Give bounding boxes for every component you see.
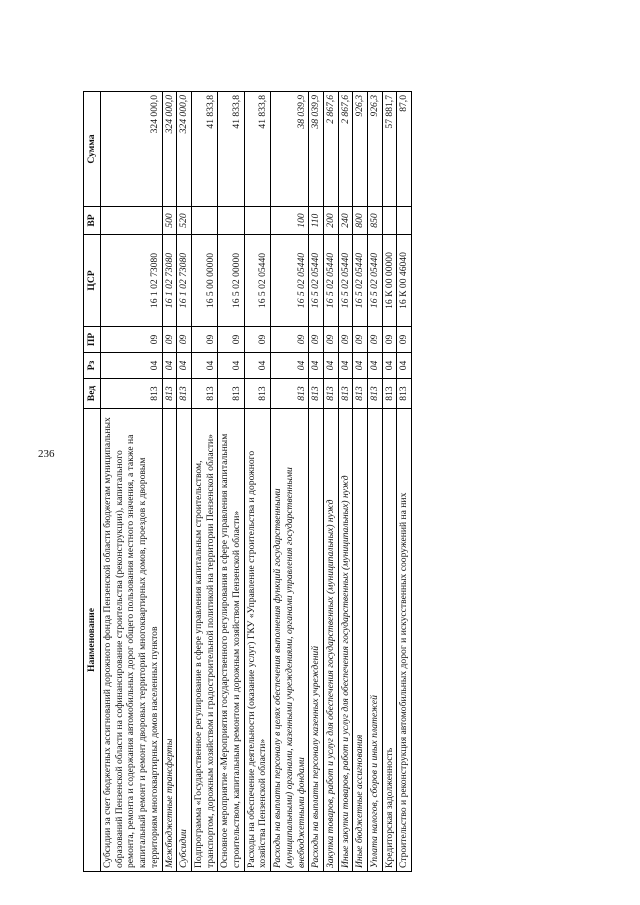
cell-ved: 813 [338, 379, 353, 409]
cell-sum: 324 000,0 [101, 92, 163, 207]
table-body [101, 92, 412, 872]
cell-ved: 813 [397, 379, 412, 409]
budget-table [83, 91, 412, 872]
table-row [368, 92, 383, 872]
cell-pr: 09 [101, 327, 163, 353]
cell-vr [191, 207, 217, 235]
cell-name: Основное мероприятие «Мероприятия государственного регулирования в сфере управления капитальным строительством, капитальным ремонтом и дорожным хозяйством Пензенской области» [218, 409, 244, 872]
col-header-pr: ПР [84, 327, 101, 353]
cell-vr: 500 [162, 207, 177, 235]
cell-ved: 813 [382, 379, 397, 409]
cell-name: Субсидии [177, 409, 192, 872]
table-row [271, 92, 309, 872]
cell-sum: 324 000,0 [162, 92, 177, 207]
cell-csr: 16 К 00 00000 [382, 235, 397, 327]
cell-name: Кредиторская задолженность [382, 409, 397, 872]
cell-name: Межбюджетные трансферты [162, 409, 177, 872]
cell-sum: 926,3 [353, 92, 368, 207]
cell-rz: 04 [353, 353, 368, 379]
cell-csr: 16 5 02 05440 [323, 235, 338, 327]
budget-table-rotated [83, 92, 543, 872]
cell-sum: 324 000,0 [177, 92, 192, 207]
table-row [162, 92, 177, 872]
cell-rz: 04 [323, 353, 338, 379]
cell-sum: 38 039,9 [271, 92, 309, 207]
cell-pr: 09 [271, 327, 309, 353]
cell-csr: 16 5 02 00000 [218, 235, 244, 327]
cell-pr: 09 [162, 327, 177, 353]
cell-name: Иные закупки товаров, работ и услуг для обеспечения государственных (муниципальных) нужд [338, 409, 353, 872]
table-row [101, 92, 163, 872]
cell-name: Расходы на обеспечение деятельности (оказание услуг) ГКУ «Управление строительства и дорожного хозяйства Пензенской области» [244, 409, 270, 872]
cell-vr [218, 207, 244, 235]
col-header-ved: Вед [84, 379, 101, 409]
cell-sum: 38 039,9 [309, 92, 324, 207]
cell-rz: 04 [368, 353, 383, 379]
cell-name: Строительство и реконструкция автомобильных дорог и искусственных сооружений на них [397, 409, 412, 872]
cell-name: Иные бюджетные ассигнования [353, 409, 368, 872]
table-row [353, 92, 368, 872]
cell-name: Расходы на выплаты персоналу казенных учреждений [309, 409, 324, 872]
cell-csr: 16 5 02 05440 [309, 235, 324, 327]
cell-csr: 16 5 00 00000 [191, 235, 217, 327]
cell-sum: 2 867,6 [323, 92, 338, 207]
table-row [323, 92, 338, 872]
cell-rz: 04 [162, 353, 177, 379]
table-row [177, 92, 192, 872]
cell-name: Уплата налогов, сборов и иных платежей [368, 409, 383, 872]
table-row [338, 92, 353, 872]
cell-vr: 110 [309, 207, 324, 235]
cell-ved: 813 [271, 379, 309, 409]
table-row [397, 92, 412, 872]
cell-name: Закупка товаров, работ и услуг для обеспечения государственных (муниципальных) нужд [323, 409, 338, 872]
cell-csr: 16 5 02 05440 [244, 235, 270, 327]
cell-pr: 09 [382, 327, 397, 353]
cell-sum: 41 833,8 [191, 92, 217, 207]
cell-ved: 813 [368, 379, 383, 409]
cell-csr: 16 1 02 73080 [101, 235, 163, 327]
cell-name: Подпрограмма «Государственное регулирование в сфере управления капитальным строительством, транспортом, дорожным хозяйством и градостроительной политикой на территории Пензенской области» [191, 409, 217, 872]
cell-pr: 09 [244, 327, 270, 353]
cell-rz: 04 [397, 353, 412, 379]
cell-sum: 2 867,6 [338, 92, 353, 207]
cell-vr [382, 207, 397, 235]
col-header-name: Наименование [84, 409, 101, 872]
cell-ved: 813 [191, 379, 217, 409]
col-header-sum: Сумма [84, 92, 101, 207]
page-number: 236 [38, 448, 55, 460]
col-header-vr: ВР [84, 207, 101, 235]
cell-csr: 16 5 02 05440 [368, 235, 383, 327]
cell-ved: 813 [309, 379, 324, 409]
cell-ved: 813 [218, 379, 244, 409]
cell-pr: 09 [177, 327, 192, 353]
col-header-csr: ЦСР [84, 235, 101, 327]
cell-pr: 09 [397, 327, 412, 353]
cell-pr: 09 [338, 327, 353, 353]
cell-vr: 240 [338, 207, 353, 235]
cell-sum: 57 881,7 [382, 92, 397, 207]
cell-pr: 09 [323, 327, 338, 353]
cell-vr [244, 207, 270, 235]
cell-csr: 16 1 02 73080 [162, 235, 177, 327]
cell-sum: 926,3 [368, 92, 383, 207]
cell-name: Расходы на выплаты персоналу в целях обеспечения выполнения функций государственными (муниципальными) органами, казенными учреждениями, органами управления государственными внебюджетными фондами [271, 409, 309, 872]
cell-pr: 09 [368, 327, 383, 353]
cell-sum: 41 833,8 [218, 92, 244, 207]
col-header-rz: Рз [84, 353, 101, 379]
cell-rz: 04 [101, 353, 163, 379]
cell-csr: 16 1 02 73080 [177, 235, 192, 327]
cell-ved: 813 [244, 379, 270, 409]
cell-vr: 520 [177, 207, 192, 235]
cell-rz: 04 [271, 353, 309, 379]
cell-rz: 04 [177, 353, 192, 379]
table-row [309, 92, 324, 872]
cell-csr: 16 5 02 05440 [338, 235, 353, 327]
cell-vr: 100 [271, 207, 309, 235]
cell-pr: 09 [309, 327, 324, 353]
cell-vr: 200 [323, 207, 338, 235]
table-row [382, 92, 397, 872]
cell-sum: 41 833,8 [244, 92, 270, 207]
cell-vr [101, 207, 163, 235]
cell-csr: 16 5 02 05440 [353, 235, 368, 327]
cell-vr [397, 207, 412, 235]
cell-pr: 09 [353, 327, 368, 353]
cell-rz: 04 [218, 353, 244, 379]
cell-vr: 850 [368, 207, 383, 235]
cell-rz: 04 [309, 353, 324, 379]
cell-sum: 87,0 [397, 92, 412, 207]
cell-ved: 813 [353, 379, 368, 409]
cell-rz: 04 [382, 353, 397, 379]
cell-rz: 04 [191, 353, 217, 379]
cell-rz: 04 [338, 353, 353, 379]
table-header-row [84, 92, 101, 872]
cell-ved: 813 [162, 379, 177, 409]
cell-ved: 813 [101, 379, 163, 409]
cell-ved: 813 [177, 379, 192, 409]
cell-pr: 09 [218, 327, 244, 353]
cell-pr: 09 [191, 327, 217, 353]
table-row [191, 92, 217, 872]
cell-csr: 16 К 00 46040 [397, 235, 412, 327]
table-row [218, 92, 244, 872]
cell-rz: 04 [244, 353, 270, 379]
cell-vr: 800 [353, 207, 368, 235]
cell-csr: 16 5 02 05440 [271, 235, 309, 327]
cell-ved: 813 [323, 379, 338, 409]
cell-name: Субсидии за счет бюджетных ассигнований дорожного фонда Пензенской области бюджетам муниципальных образований Пензенской области на софинансирование строительства (реконструкции), капитального ремонта, ремонта и содержания автомобильных дорог общего пользования местного значения, а также на капитальный ремонт и ремонт дворовых территорий многоквартирных домов, проездов к дворовым территориям многоквартирных домов населенных пунктов [101, 409, 163, 872]
table-row [244, 92, 270, 872]
